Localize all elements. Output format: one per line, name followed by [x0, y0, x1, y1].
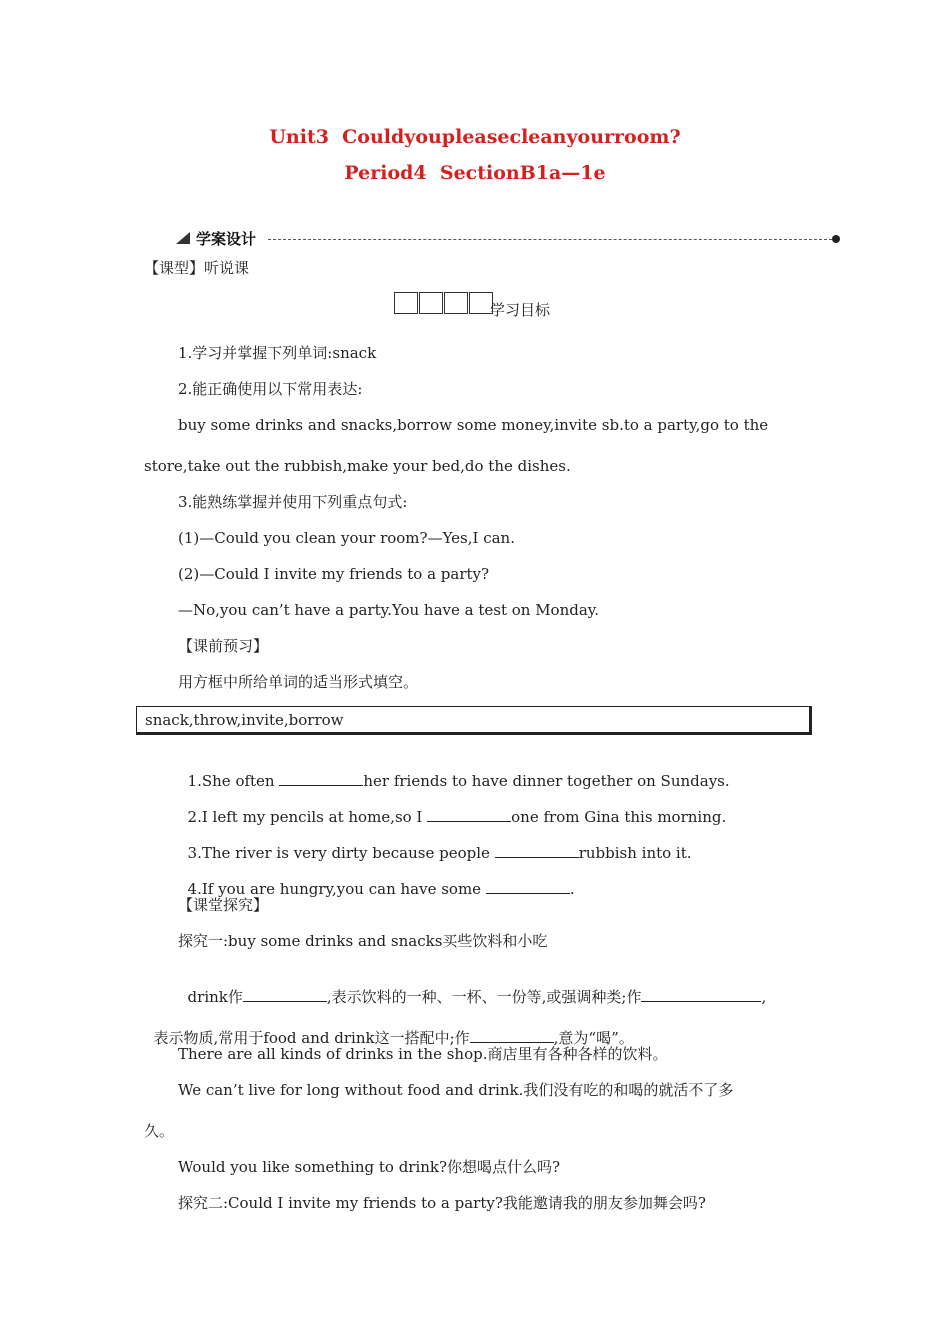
question-4	[178, 859, 575, 899]
sentence-pattern-1: (1)—Could you clean your room?—Yes,I can.	[178, 529, 515, 547]
question-2	[178, 787, 726, 827]
period-title: Period4 SectionB1a—1e	[344, 162, 606, 184]
example-2-line-2: 久。	[144, 1122, 175, 1140]
answer-blank[interactable]	[243, 987, 327, 1002]
answer-blank[interactable]	[641, 987, 761, 1002]
example-3: Would you like something to drink?你想喝点什么吗?	[178, 1158, 561, 1176]
para-1-start: drink作	[187, 988, 243, 1006]
explore-1-para-1	[178, 967, 766, 1007]
question-3-start: 3.The river is very dirty because people	[187, 844, 495, 862]
objective-item-3: 3.能熟练掌握并使用下列重点句式:	[178, 493, 408, 511]
example-2-line-1: We can’t live for long without food and drink.我们没有吃的和喝的就活不了多	[178, 1081, 734, 1099]
design-label: 学案设计	[196, 230, 257, 248]
objective-item-1: 1.学习并掌握下列单词:snack	[178, 344, 377, 362]
sentence-pattern-2-answer: —No,you can’t have a party.You have a test on Monday.	[178, 601, 600, 619]
dotted-divider	[268, 239, 832, 240]
expressions-line-2: store,take out the rubbish,make your bed,do the dishes.	[144, 457, 571, 475]
question-3-end: rubbish into it.	[578, 844, 692, 862]
explore-1-para-2	[144, 1008, 634, 1048]
question-2-start: 2.I left my pencils at home,so I	[187, 808, 428, 826]
sentence-pattern-2: (2)—Could I invite my friends to a party?	[178, 565, 490, 583]
preview-heading: 【课前预习】	[178, 637, 269, 655]
explore-1-title: 探究一:buy some drinks and snacks买些饮料和小吃	[178, 932, 548, 950]
answer-blank[interactable]	[470, 1028, 554, 1043]
section-bar	[176, 228, 840, 250]
word-box	[136, 706, 812, 735]
para-2-end: ,意为“喝”。	[553, 1029, 634, 1047]
question-4-start: 4.If you are hungry,you can have some	[187, 880, 486, 898]
objective-item-2: 2.能正确使用以下常用表达:	[178, 380, 363, 398]
para-1-end: ,	[761, 988, 767, 1006]
expressions-line-1: buy some drinks and snacks,borrow some money,invite sb.to a party,go to the	[178, 416, 769, 434]
para-1-middle: ,表示饮料的一种、一杯、一份等,或强调种类;作	[326, 988, 642, 1006]
explore-heading: 【课堂探究】	[178, 896, 269, 914]
lesson-type: 【课型】听说课	[144, 259, 250, 277]
empty-box	[419, 292, 443, 314]
unit-title: Unit3 Couldyoupleasecleanyourroom?	[269, 126, 681, 148]
answer-blank[interactable]	[279, 771, 363, 786]
empty-box	[444, 292, 468, 314]
triangle-icon	[176, 232, 190, 244]
question-1-start: 1.She often	[187, 772, 280, 790]
empty-box	[394, 292, 418, 314]
explore-2-title: 探究二:Could I invite my friends to a party?我能邀请我的朋友参加舞会吗?	[178, 1194, 706, 1212]
question-4-end: .	[569, 880, 575, 898]
example-1: There are all kinds of drinks in the shop.商店里有各种各样的饮料。	[178, 1045, 668, 1063]
question-1-end: her friends to have dinner together on Sundays.	[363, 772, 730, 790]
word-box-text: snack,throw,invite,borrow	[145, 711, 344, 729]
answer-blank[interactable]	[486, 879, 570, 894]
question-1	[178, 751, 730, 791]
objective-boxes	[394, 292, 494, 314]
bullet-dot-icon	[832, 235, 840, 243]
preview-instruction: 用方框中所给单词的适当形式填空。	[178, 673, 419, 691]
objectives-label: 学习目标	[490, 301, 551, 319]
question-3	[178, 823, 692, 863]
question-2-end: one from Gina this morning.	[511, 808, 727, 826]
answer-blank[interactable]	[495, 843, 579, 858]
para-2-start: 表示物质,常用于food and drink这一搭配中;作	[153, 1029, 470, 1047]
answer-blank[interactable]	[427, 807, 511, 822]
